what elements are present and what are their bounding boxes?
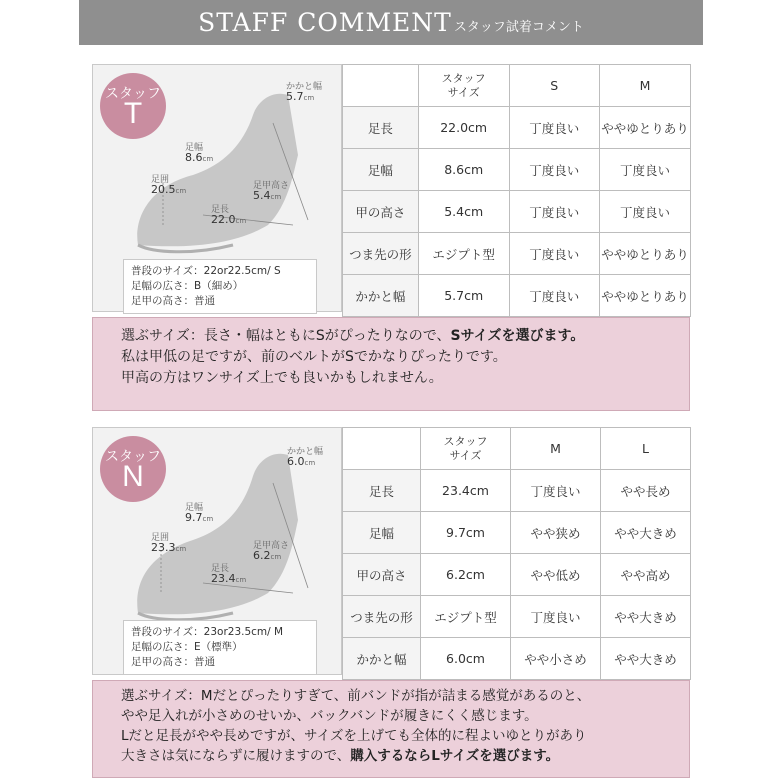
width-measure: 足幅 9.7cm	[185, 503, 214, 524]
length-measure: 足長 23.4cm	[211, 564, 247, 585]
instep-measure: 足甲高さ 6.2cm	[253, 541, 290, 562]
heel-measure: かかと幅 6.0cm	[287, 447, 324, 468]
staff-n-panel	[92, 427, 342, 675]
staff-t-panel	[92, 64, 342, 312]
table-row: 足幅 9.7cm やや狭め やや大きめ	[343, 512, 691, 554]
page-title: STAFF COMMENT	[198, 8, 452, 37]
staff-note: 普段のサイズ：23or23.5cm/ M 足幅の広さ：E（標準） 足甲の高さ：普通	[123, 620, 317, 675]
staff-t-comment: 選ぶサイズ：長さ・幅はともにSがぴったりなので、Sサイズを選びます。 私は甲低の足ですが、前のベルトがSでかなりぴったりです。 甲高の方はワンサイズ上でも良いかもしれません。	[92, 317, 690, 411]
page-header	[79, 0, 703, 45]
heel-measure: かかと幅 5.7cm	[286, 82, 323, 103]
table-row: つま先の形 エジプト型 丁度良い ややゆとりあり	[343, 233, 691, 275]
table-row: 足長 23.4cm 丁度良い やや長め	[343, 470, 691, 512]
table-corner	[343, 65, 419, 107]
girth-measure: 足囲 23.3cm	[151, 533, 187, 554]
table-row: 足長 22.0cm 丁度良い ややゆとりあり	[343, 107, 691, 149]
instep-measure: 足甲高さ 5.4cm	[253, 181, 290, 202]
table-row: かかと幅 6.0cm やや小さめ やや大きめ	[343, 638, 691, 680]
header-size-2: L	[601, 428, 691, 470]
staff-t-size-table	[342, 64, 691, 317]
table-corner	[343, 428, 421, 470]
header-staff-size: スタッフ サイズ	[421, 428, 511, 470]
staff-note: 普段のサイズ：22or22.5cm/ S 足幅の広さ：B（細め） 足甲の高さ：普通	[123, 259, 317, 314]
header-size-2: M	[600, 65, 691, 107]
staff-n-comment: 選ぶサイズ：Mだとぴったりすぎて、前バンドが指が詰まる感覚があるのと、 やや足入れが小さめのせいか、バックバンドが履きにくく感じます。 Lだと足長がやや長めですが、サイズを上げても全体的に程よいゆとりがあり 大きさは気にならずに履けますので、購入するならLサイズを選びます。	[92, 680, 690, 778]
table-row: 甲の高さ 6.2cm やや低め やや高め	[343, 554, 691, 596]
staff-badge: スタッフ N	[100, 436, 166, 502]
staff-badge: スタッフ T	[100, 73, 166, 139]
girth-measure: 足囲 20.5cm	[151, 175, 187, 196]
length-measure: 足長 22.0cm	[211, 205, 247, 226]
staff-n-size-table	[342, 427, 691, 680]
table-row: かかと幅 5.7cm 丁度良い ややゆとりあり	[343, 275, 691, 317]
table-row: 甲の高さ 5.4cm 丁度良い 丁度良い	[343, 191, 691, 233]
header-size-1: M	[511, 428, 601, 470]
width-measure: 足幅 8.6cm	[185, 143, 214, 164]
table-row: 足幅 8.6cm 丁度良い 丁度良い	[343, 149, 691, 191]
header-staff-size: スタッフ サイズ	[418, 65, 509, 107]
header-size-1: S	[509, 65, 600, 107]
table-row: つま先の形 エジプト型 丁度良い やや大きめ	[343, 596, 691, 638]
page-subtitle: スタッフ試着コメント	[453, 20, 584, 35]
